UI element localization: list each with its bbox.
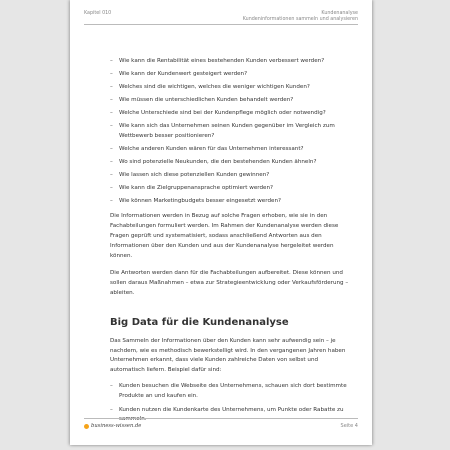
list-item: – Welches sind die wichtigen, welches die weniger wichtigen Kunden? bbox=[110, 83, 350, 93]
body-paragraph: Die Informationen werden in Bezug auf solche Fragen erhoben, wie sie in den Fachabteilungen formuliert werden. Im Rahmen der Kundenanalyse werden diese Fragen geprüft und systematisiert, sodass anschließend Antworten aus den Informationen über den Kunden und aus der Kundenanalyse hergeleitet werden können. bbox=[110, 213, 339, 259]
body-paragraph: Das Sammeln der Informationen über den Kunden kann sehr aufwendig sein – je nachdem, wie es methodisch bewerkstelligt wird. In den vergangenen Jahren haben Unternehmen erkannt, dass viele Kunden zahlreiche Daten von selbst und automatisch liefern. Beispiel dafür sind: bbox=[110, 337, 346, 374]
brand-dot-icon bbox=[84, 424, 89, 429]
page-content bbox=[110, 57, 350, 429]
footer-divider bbox=[84, 418, 358, 419]
brand-name: business-wissen.de bbox=[91, 423, 142, 429]
list-item: – Welche Unterschiede sind bei der Kundenpflege möglich oder notwendig? bbox=[110, 109, 350, 119]
body-paragraph: Die Antworten werden dann für die Fachabteilungen aufbereitet. Diese können und sollen daraus Maßnahmen – etwa zur Strategieentwicklung oder Verkaufsförderung – ableiten. bbox=[110, 270, 349, 297]
section-heading: Big Data für die Kundenanalyse bbox=[110, 316, 289, 328]
list-item: – Wie können Marketingbudgets besser eingesetzt werden? bbox=[110, 197, 350, 207]
list-item: – Welche anderen Kunden wären für das Unternehmen interessant? bbox=[110, 145, 350, 155]
header-titles bbox=[243, 11, 358, 23]
chapter-label: Kapitel 010 bbox=[84, 11, 112, 16]
list-item: – Wie kann der Kundenwert gesteigert werden? bbox=[110, 70, 350, 80]
list-item: – Wie kann die Rentabilität eines bestehenden Kunden verbessert werden? bbox=[110, 57, 350, 67]
brand-logo[interactable] bbox=[84, 423, 141, 429]
page-number: Seite 4 bbox=[340, 423, 358, 429]
header-title: Kundenanalyse bbox=[321, 11, 358, 16]
document-page bbox=[70, 0, 372, 445]
list-item: – Wie kann die Zielgruppenansprache optimiert werden? bbox=[110, 184, 350, 194]
page-footer bbox=[84, 418, 358, 432]
header-subtitle: Kundeninformationen sammeln und analysieren bbox=[242, 17, 358, 22]
page-header bbox=[84, 11, 358, 25]
list-item: – Wie kann sich das Unternehmen seinen Kunden gegenüber im Vergleich zum Wettbewerb besser positionieren? bbox=[110, 122, 350, 142]
list-item: – Kunden nutzen die Kundenkarte des Unternehmens, um Punkte oder Rabatte zu sammeln. bbox=[110, 406, 350, 426]
question-list bbox=[110, 57, 350, 206]
list-item: – Wie lassen sich diese potenziellen Kunden gewinnen? bbox=[110, 171, 350, 181]
list-item: – Wo sind potenzielle Neukunden, die den bestehenden Kunden ähneln? bbox=[110, 158, 350, 168]
list-item: – Wie müssen die unterschiedlichen Kunden behandelt werden? bbox=[110, 96, 350, 106]
header-divider bbox=[84, 24, 358, 25]
list-item: – Kunden besuchen die Webseite des Unternehmens, schauen sich dort bestimmte Produkte an und kaufen ein. bbox=[110, 382, 350, 402]
